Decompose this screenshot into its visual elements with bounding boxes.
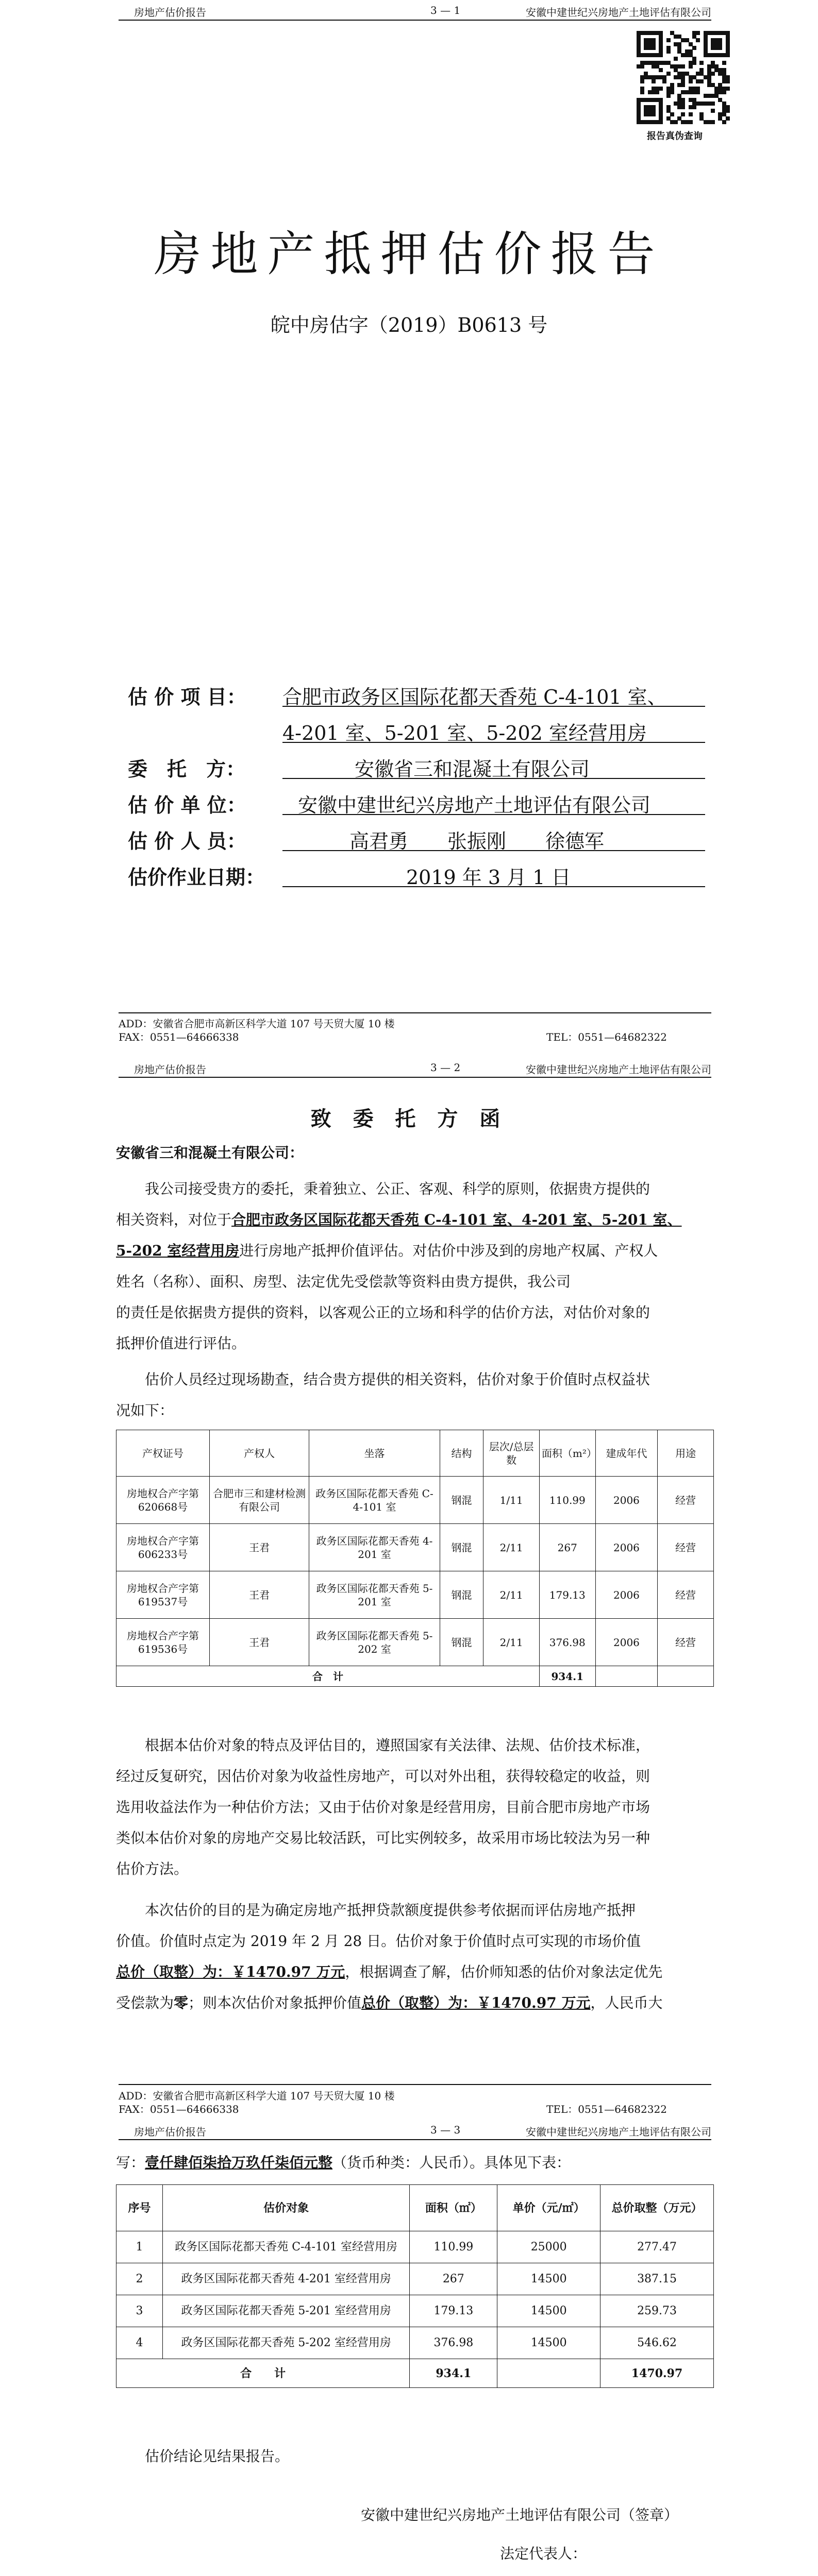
table-cell: 2006 xyxy=(595,1571,658,1619)
table-cell: 2006 xyxy=(595,1619,658,1666)
table-cell: 2/11 xyxy=(483,1619,540,1666)
footer-fax: FAX：0551—64666338 xyxy=(119,2103,239,2115)
table-cell: 14500 xyxy=(497,2327,600,2359)
table-header-row xyxy=(116,1430,714,1477)
table-cell: 1/11 xyxy=(483,1477,540,1524)
header-page-number: 3 — 2 xyxy=(430,1061,461,1074)
underline xyxy=(282,778,705,779)
table-header-cell: 层次/总层数 xyxy=(483,1430,540,1477)
info-value: 安徽省三和混凝土有限公司 xyxy=(355,758,590,781)
table-cell: 2/11 xyxy=(483,1524,540,1571)
table-cell: 政务区国际花都天香苑 5-201 室 xyxy=(309,1571,440,1619)
table-cell: 179.13 xyxy=(539,1571,595,1619)
table-cell: 政务区国际花都天香苑 4-201 室经营用房 xyxy=(162,2263,409,2295)
table-cell: 179.13 xyxy=(410,2295,497,2327)
header-right: 安徽中建世纪兴房地产土地评估有限公司 xyxy=(526,6,711,19)
table-cell: 110.99 xyxy=(539,1477,595,1524)
table-cell: 277.47 xyxy=(600,2231,714,2263)
report-code: 皖中房估字（2019）B0613 号 xyxy=(270,314,548,336)
table-cell: 合 计 xyxy=(116,2359,410,2388)
footer-tel: TEL：0551—64682322 xyxy=(546,2103,667,2115)
info-label: 估价作业日期： xyxy=(128,866,265,889)
table-cell: 267 xyxy=(539,1524,595,1571)
table-header-cell: 序号 xyxy=(116,2185,163,2231)
table-cell: 14500 xyxy=(497,2295,600,2327)
page-header-2 xyxy=(134,1061,711,1077)
para-line: 估价人员经过现场勘查，结合贵方提供的相关资料，估价对象于价值时点权益状 xyxy=(145,1371,650,1388)
para-line: 的责任是依据贵方提供的资料，以客观公正的立场和科学的估价方法，对估价对象的 xyxy=(116,1304,650,1321)
table-cell: 王君 xyxy=(210,1619,309,1666)
table-cell: 3 xyxy=(116,2295,163,2327)
footer-tel: TEL：0551—64682322 xyxy=(546,1031,667,1043)
underline xyxy=(282,814,705,815)
info-value: 合肥市政务区国际花都天香苑 C-4-101 室、 xyxy=(282,686,667,708)
para-line xyxy=(116,1958,714,1987)
table-header-cell: 产权人 xyxy=(210,1430,309,1477)
para-line: 价值。价值时点定为 2019 年 2 月 28 日。估价对象于价值时点可实现的市场价值 xyxy=(116,1933,641,1950)
underline xyxy=(282,742,705,743)
text: 相关资料，对位于 xyxy=(116,1211,232,1228)
text: ；则本次估价对象抵押价值 xyxy=(188,1994,362,2011)
table-cell: 钢混 xyxy=(440,1524,483,1571)
header-left: 房地产估价报告 xyxy=(134,1063,206,1076)
letter-title: 致 委 托 方 函 xyxy=(310,1107,508,1131)
text-bold: 5-202 室经营用房 xyxy=(116,1242,240,1259)
table-total-row xyxy=(116,1666,714,1687)
table-cell: 376.98 xyxy=(410,2327,497,2359)
table-cell: 政务区国际花都天香苑 5-202 室经营用房 xyxy=(162,2327,409,2359)
text-bold: 合肥市政务区国际花都天香苑 C-4-101 室、4-201 室、5-201 室、 xyxy=(231,1211,682,1228)
price-table xyxy=(116,2184,714,2388)
table-cell: 经营 xyxy=(658,1571,714,1619)
table-row xyxy=(116,1477,714,1524)
text-bold: 总价（取整）为：￥1470.97 万元 xyxy=(116,1963,345,1980)
table-header-row xyxy=(116,2185,714,2231)
table-cell: 政务区国际花都天香苑 4-201 室 xyxy=(309,1524,440,1571)
header-page-number: 3 — 1 xyxy=(430,4,461,16)
table-cell: 房地权合产字第606233号 xyxy=(116,1524,210,1571)
table-cell: 政务区国际花都天香苑 5-201 室经营用房 xyxy=(162,2295,409,2327)
info-project-cont xyxy=(128,717,721,748)
para-line: 抵押价值进行评估。 xyxy=(116,1335,246,1352)
footer-address: ADD：安徽省合肥市高新区科学大道 107 号天贸大厦 10 楼 xyxy=(119,2090,395,2102)
table-row xyxy=(116,2263,714,2295)
table-cell: 110.99 xyxy=(410,2231,497,2263)
table-cell: 钢混 xyxy=(440,1619,483,1666)
table-cell: 合肥市三和建材检测有限公司 xyxy=(210,1477,309,1524)
para-line: 本次估价的目的是为确定房地产抵押贷款额度提供参考依据而评估房地产抵押 xyxy=(145,1902,636,1919)
info-label: 估 价 单 位： xyxy=(128,793,246,817)
table-header-cell: 结构 xyxy=(440,1430,483,1477)
table-cell: 2006 xyxy=(595,1477,658,1524)
table-cell: 2 xyxy=(116,2263,163,2295)
table-cell: 2006 xyxy=(595,1524,658,1571)
table-cell: 经营 xyxy=(658,1477,714,1524)
header-rule xyxy=(119,2139,711,2140)
info-project xyxy=(128,681,721,712)
table-cell: 934.1 xyxy=(539,1666,595,1687)
qr-code-icon xyxy=(637,31,729,124)
info-value: 安徽中建世纪兴房地产土地评估有限公司 xyxy=(298,794,651,817)
footer-rule xyxy=(119,2084,711,2085)
table-cell: 1 xyxy=(116,2231,163,2263)
table-header-cell: 估价对象 xyxy=(162,2185,409,2231)
page-header-1 xyxy=(134,4,711,20)
table-cell: 经营 xyxy=(658,1524,714,1571)
table-total-row xyxy=(116,2359,714,2388)
info-label: 委 托 方： xyxy=(128,757,246,781)
table-cell: 2/11 xyxy=(483,1571,540,1619)
table-cell: 14500 xyxy=(497,2263,600,2295)
table-cell: 经营 xyxy=(658,1619,714,1666)
header-left: 房地产估价报告 xyxy=(134,2126,206,2138)
text: 写： xyxy=(116,2154,145,2171)
footer-address: ADD：安徽省合肥市高新区科学大道 107 号天贸大厦 10 楼 xyxy=(119,1018,395,1030)
info-appraiser-unit xyxy=(128,789,721,820)
table-cell xyxy=(497,2359,600,2388)
table-row xyxy=(116,2295,714,2327)
table-header-cell: 建成年代 xyxy=(595,1430,658,1477)
info-label: 估 价 人 员： xyxy=(128,829,246,853)
info-date xyxy=(128,861,721,892)
info-label: 估 价 项 目： xyxy=(128,685,246,708)
table-header-cell: 面积（㎡） xyxy=(410,2185,497,2231)
table-cell xyxy=(658,1666,714,1687)
table-header-cell: 面积（m²） xyxy=(539,1430,595,1477)
qr-caption: 报告真伪查询 xyxy=(647,131,703,142)
para-line: 况如下： xyxy=(116,1402,174,1419)
text: ，根据调查了解，估价师知悉的估价对象法定优先 xyxy=(345,1963,663,1980)
report-title: 房地产抵押估价报告 xyxy=(154,227,664,282)
table-cell: 546.62 xyxy=(600,2327,714,2359)
info-value: 高君勇 张振刚 徐德军 xyxy=(349,830,605,853)
info-value: 2019 年 3 月 1 日 xyxy=(406,866,571,889)
rights-table xyxy=(116,1430,714,1687)
text: 受偿款为 xyxy=(116,1994,174,2011)
para-line: 姓名（名称）、面积、房型、法定优先受偿款等资料由贵方提供，我公司 xyxy=(116,1273,571,1290)
table-header-cell: 单价（元/㎡） xyxy=(497,2185,600,2231)
para-line: 估价结论见结果报告。 xyxy=(145,2448,290,2465)
table-cell: 房地权合产字第620668号 xyxy=(116,1477,210,1524)
para-line: 类似本估价对象的房地产交易比较活跃，可比实例较多，故采用市场比较法为另一种 xyxy=(116,1829,650,1846)
para-line: 我公司接受贵方的委托，秉着独立、公正、客观、科学的原则，依据贵方提供的 xyxy=(145,1180,650,1197)
text: 进行房地产抵押价值评估。对估价中涉及到的房地产权属、产权人 xyxy=(239,1242,658,1259)
para-line xyxy=(116,2148,714,2177)
header-left: 房地产估价报告 xyxy=(134,6,206,19)
table-cell: 387.15 xyxy=(600,2263,714,2295)
signature-rep: 法定代表人： xyxy=(500,2545,587,2562)
table-cell: 376.98 xyxy=(539,1619,595,1666)
info-appraisers xyxy=(128,825,721,856)
table-cell: 房地权合产字第619537号 xyxy=(116,1571,210,1619)
table-cell: 1470.97 xyxy=(600,2359,714,2388)
info-value: 4-201 室、5-201 室、5-202 室经营用房 xyxy=(282,722,647,744)
table-cell: 政务区国际花都天香苑 C-4-101 室经营用房 xyxy=(162,2231,409,2263)
footer-rule xyxy=(119,1012,711,1013)
signature-company: 安徽中建世纪兴房地产土地评估有限公司（签章） xyxy=(361,2506,679,2523)
table-row xyxy=(116,1619,714,1666)
table-header-cell: 产权证号 xyxy=(116,1430,210,1477)
header-page-number: 3 — 3 xyxy=(430,2124,461,2136)
table-row xyxy=(116,1524,714,1571)
table-cell: 259.73 xyxy=(600,2295,714,2327)
text: （货币种类：人民币）。具体见下表： xyxy=(332,2154,571,2171)
footer-fax: FAX：0551—64666338 xyxy=(119,1031,239,1043)
table-cell: 4 xyxy=(116,2327,163,2359)
table-cell: 王君 xyxy=(210,1571,309,1619)
table-cell: 钢混 xyxy=(440,1571,483,1619)
table-row xyxy=(116,2231,714,2263)
letter-addressee: 安徽省三和混凝土有限公司： xyxy=(116,1144,304,1161)
header-rule xyxy=(119,1077,711,1078)
table-row xyxy=(116,1571,714,1619)
para-line xyxy=(116,1989,714,2018)
text-bold: 壹仟肆佰柒拾万玖仟柒佰元整 xyxy=(145,2154,333,2171)
underline xyxy=(282,886,705,887)
table-cell: 王君 xyxy=(210,1524,309,1571)
para-line: 选用收益法作为一种估价方法；又由于估价对象是经营用房，目前合肥市房地产市场 xyxy=(116,1799,650,1816)
underline xyxy=(282,850,705,851)
text-bold: 总价（取整）为：￥1470.97 万元 xyxy=(361,1994,591,2011)
para-line xyxy=(116,1236,714,1265)
table-cell: 政务区国际花都天香苑 C-4-101 室 xyxy=(309,1477,440,1524)
table-header-cell: 总价取整（万元） xyxy=(600,2185,714,2231)
table-row xyxy=(116,2327,714,2359)
info-client xyxy=(128,753,721,784)
table-cell: 合 计 xyxy=(116,1666,540,1687)
table-header-cell: 坐落 xyxy=(309,1430,440,1477)
page-header-3 xyxy=(134,2124,711,2139)
table-cell: 267 xyxy=(410,2263,497,2295)
header-rule xyxy=(119,20,711,21)
table-cell: 政务区国际花都天香苑 5-202 室 xyxy=(309,1619,440,1666)
table-cell: 934.1 xyxy=(410,2359,497,2388)
text: ，人民币大 xyxy=(590,1994,663,2011)
text-bold: 零 xyxy=(174,1994,189,2011)
table-header-cell: 用途 xyxy=(658,1430,714,1477)
para-line: 根据本估价对象的特点及评估目的，遵照国家有关法律、法规、估价技术标准， xyxy=(145,1737,650,1754)
para-line xyxy=(116,1206,714,1234)
underline xyxy=(282,706,705,707)
header-right: 安徽中建世纪兴房地产土地评估有限公司 xyxy=(526,1063,711,1076)
table-cell: 25000 xyxy=(497,2231,600,2263)
para-line: 估价方法。 xyxy=(116,1860,189,1877)
header-right: 安徽中建世纪兴房地产土地评估有限公司 xyxy=(526,2126,711,2138)
table-cell xyxy=(595,1666,658,1687)
para-line: 经过反复研究，因估价对象为收益性房地产，可以对外出租，获得较稳定的收益，则 xyxy=(116,1768,650,1785)
table-cell: 房地权合产字第619536号 xyxy=(116,1619,210,1666)
table-cell: 钢混 xyxy=(440,1477,483,1524)
